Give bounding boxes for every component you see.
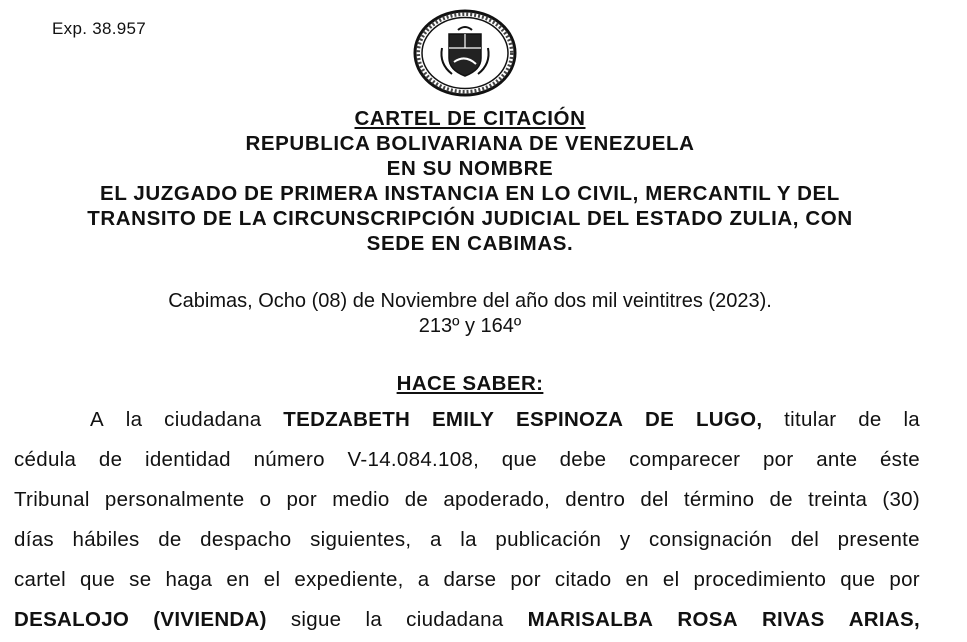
body-word: RIVAS	[761, 608, 825, 631]
body-word: DE	[645, 408, 675, 431]
body-word: a	[429, 528, 442, 551]
body-word: la	[365, 608, 383, 631]
body-word: cédula	[14, 448, 77, 471]
heading-line-2: EN SU NOMBRE	[386, 157, 554, 180]
body-word: titular	[784, 408, 837, 431]
body-word: de	[769, 488, 793, 511]
heading-line-3: EL JUZGADO DE PRIMERA INSTANCIA EN LO CIVIL, MERCANTIL Y DEL	[100, 182, 840, 205]
body-word: medio	[332, 488, 390, 511]
year-line: 213º y 164º	[418, 315, 522, 337]
body-word: siguientes,	[310, 528, 412, 551]
body-word: identidad	[144, 448, 231, 471]
body-line-2	[14, 444, 920, 484]
body-word: ARIAS,	[848, 608, 920, 631]
body-word: comparecer	[629, 448, 741, 471]
body-word: el	[662, 568, 680, 591]
body-word: de	[858, 408, 882, 431]
body-line-3	[14, 484, 920, 524]
body-word: ROSA	[677, 608, 738, 631]
body-word: DESALOJO	[14, 608, 130, 631]
body-word: del	[640, 488, 669, 511]
body-word: de	[404, 488, 429, 511]
heading-line-1: REPUBLICA BOLIVARIANA DE VENEZUELA	[245, 132, 695, 155]
body-word: darse	[443, 568, 497, 591]
body-word: la	[460, 528, 477, 551]
body-word: el	[263, 568, 281, 591]
court-seal-icon	[412, 8, 518, 98]
body-word: días	[14, 528, 54, 551]
body-word: TEDZABETH	[283, 408, 411, 431]
body-word: por	[510, 568, 541, 591]
body-word: por	[889, 568, 920, 591]
body-line-1	[14, 404, 920, 444]
body-word: por	[762, 448, 794, 471]
body-word: número	[253, 448, 325, 471]
body-word: A	[90, 408, 104, 431]
date-line: Cabimas, Ocho (08) de Noviembre del año dos mil veintitres (2023).	[168, 290, 772, 312]
body-word: V-14.084.108,	[347, 448, 480, 471]
body-word: de	[158, 528, 182, 551]
body-word: de	[98, 448, 123, 471]
body-word: a	[417, 568, 430, 591]
body-word: publicación	[495, 528, 602, 551]
body-word: treinta	[808, 488, 868, 511]
body-word: apoderado,	[443, 488, 551, 511]
body-word: hábiles	[72, 528, 140, 551]
body-word: que	[79, 568, 116, 591]
body-word: (VIVIENDA)	[153, 608, 267, 631]
body-word: personalmente	[104, 488, 245, 511]
document-title: CARTEL DE CITACIÓN	[354, 107, 586, 130]
body-word: o	[259, 488, 272, 511]
body-word: la	[125, 408, 143, 431]
body-word: despacho	[200, 528, 292, 551]
body-word: ciudadana	[406, 608, 504, 631]
body-word: término	[683, 488, 755, 511]
body-line-4	[14, 524, 920, 564]
hace-saber-heading: HACE SABER:	[396, 372, 544, 395]
body-word: en	[625, 568, 649, 591]
body-word: procedimiento	[693, 568, 827, 591]
body-word: que	[840, 568, 876, 591]
body-word: en	[226, 568, 250, 591]
body-word: cartel	[14, 568, 66, 591]
heading-line-5: SEDE EN CABIMAS.	[366, 232, 574, 255]
body-word: (30)	[882, 488, 920, 511]
body-word: presente	[837, 528, 920, 551]
body-word: y	[619, 528, 631, 551]
body-word: ESPINOZA	[516, 408, 624, 431]
body-word: dentro	[565, 488, 626, 511]
body-word: MARISALBA	[527, 608, 654, 631]
body-word: por	[286, 488, 318, 511]
date-block	[0, 289, 940, 339]
body-line-6	[14, 604, 920, 642]
body-word: citado	[554, 568, 612, 591]
body-word: haga	[165, 568, 213, 591]
body-word: sigue	[290, 608, 342, 631]
body-word: expediente,	[294, 568, 404, 591]
body-word: consignación	[648, 528, 773, 551]
body-word: Tribunal	[14, 488, 90, 511]
body-word: la	[903, 408, 920, 431]
document-heading	[0, 106, 940, 256]
body-line-5	[14, 564, 920, 604]
body-word: debe	[559, 448, 607, 471]
body-paragraph	[14, 404, 920, 642]
body-word: del	[790, 528, 820, 551]
body-word: que	[501, 448, 537, 471]
expedient-number: Exp. 38.957	[52, 19, 147, 38]
heading-line-4: TRANSITO DE LA CIRCUNSCRIPCIÓN JUDICIAL DEL ESTADO ZULIA, CON	[87, 207, 853, 230]
body-word: éste	[879, 448, 920, 471]
body-word: EMILY	[431, 408, 495, 431]
body-word: LUGO,	[695, 408, 763, 431]
body-word: ante	[816, 448, 858, 471]
body-word: ciudadana	[164, 408, 262, 431]
body-word: se	[129, 568, 152, 591]
